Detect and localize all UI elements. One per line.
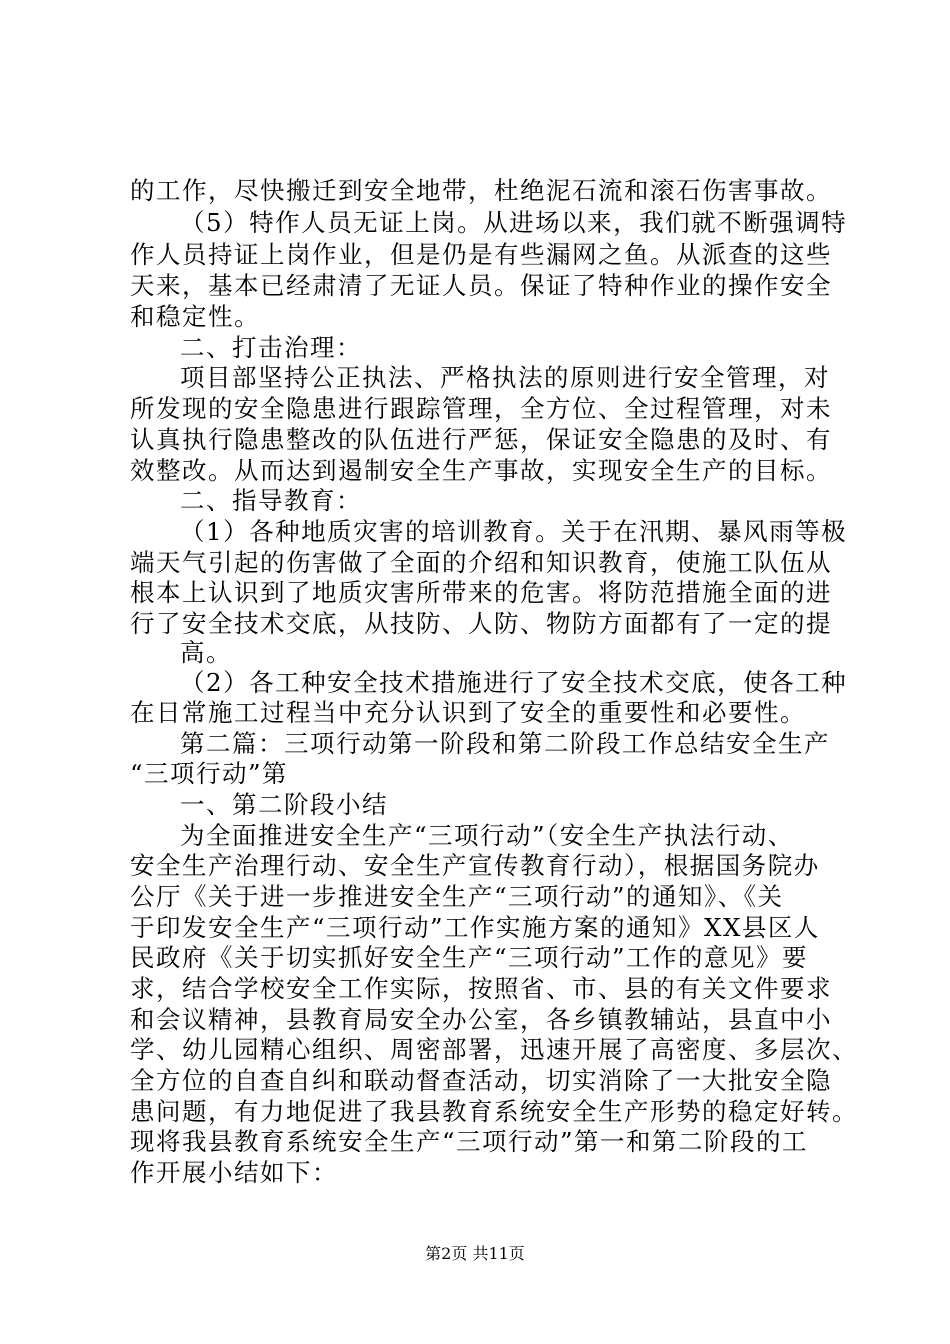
text-line: （2）各工种安全技术措施进行了安全技术交底，使各工种 [180,668,848,697]
section-heading: 一、第二阶段小结 [180,790,388,819]
text-line: 所发现的安全隐患进行跟踪管理，全方位、全过程管理，对未 [130,394,832,423]
text-line: 作人员持证上岗作业，但是仍是有些漏网之鱼。从派查的这些 [130,240,832,269]
text-line: 天来，基本已经肃清了无证人员。保证了特种作业的操作安全 [130,271,832,300]
text-line: 求，结合学校安全工作实际，按照省、市、县的有关文件要求 [130,974,832,1003]
text-line: 和稳定性。 [130,302,260,331]
text-line: 民政府《关于切实抓好安全生产“三项行动”工作的意见》要 [130,943,809,972]
text-line: 于印发安全生产“三项行动”工作实施方案的通知》XX县区人 [130,913,820,942]
text-line: 根本上认识到了地质灾害所带来的危害。将防范措施全面的进 [130,578,832,607]
text-line: 安全生产治理行动、安全生产宣传教育行动），根据国务院办 [130,851,820,880]
text-line: 高。 [180,638,232,667]
text-line: （5）特作人员无证上岗。从进场以来，我们就不断强调特 [180,208,848,237]
text-line: 和会议精神，县教育局安全办公室，各乡镇教辅站，县直中小 [130,1005,832,1034]
text-line: 作开展小结如下： [130,1158,338,1187]
text-line: 项目部坚持公正执法、严格执法的原则进行安全管理，对 [180,363,830,392]
text-line: 现将我县教育系统安全生产“三项行动”第一和第二阶段的工 [130,1127,809,1156]
text-line: 为全面推进安全生产“三项行动”（安全生产执法行动、 [180,821,794,850]
text-line: 端天气引起的伤害做了全面的介绍和知识教育，使施工队伍从 [130,548,832,577]
chapter-title: 第二篇：三项行动第一阶段和第二阶段工作总结安全生产 [180,729,830,758]
text-line: （1）各种地质灾害的培训教育。关于在汛期、暴风雨等极 [180,517,848,546]
text-line: 的工作，尽快搬迁到安全地带，杜绝泥石流和滚石伤害事故。 [130,176,832,205]
chapter-title: “三项行动”第 [130,759,289,788]
section-heading: 二、指导教育： [180,486,362,515]
text-line: 行了安全技术交底，从技防、人防、物防方面都有了一定的提 [130,609,832,638]
page-number-footer: 第2页 共11页 [425,1244,525,1263]
text-line: 认真执行隐患整改的队伍进行严惩，保证安全隐患的及时、有 [130,425,832,454]
text-line: 效整改。从而达到遏制安全生产事故，实现安全生产的目标。 [130,456,832,485]
text-line: 公厅《关于进一步推进安全生产“三项行动”的通知》、《关 [130,882,784,911]
text-line: 全方位的自查自纠和联动督查活动，切实消除了一大批安全隐 [130,1066,832,1095]
section-heading: 二、打击治理： [180,333,362,362]
text-line: 学、幼儿园精心组织、周密部署，迅速开展了高密度、多层次、 [130,1035,858,1064]
text-line: 患问题，有力地促进了我县教育系统安全生产形势的稳定好转。 [130,1097,858,1126]
text-line: 在日常施工过程当中充分认识到了安全的重要性和必要性。 [130,698,806,727]
